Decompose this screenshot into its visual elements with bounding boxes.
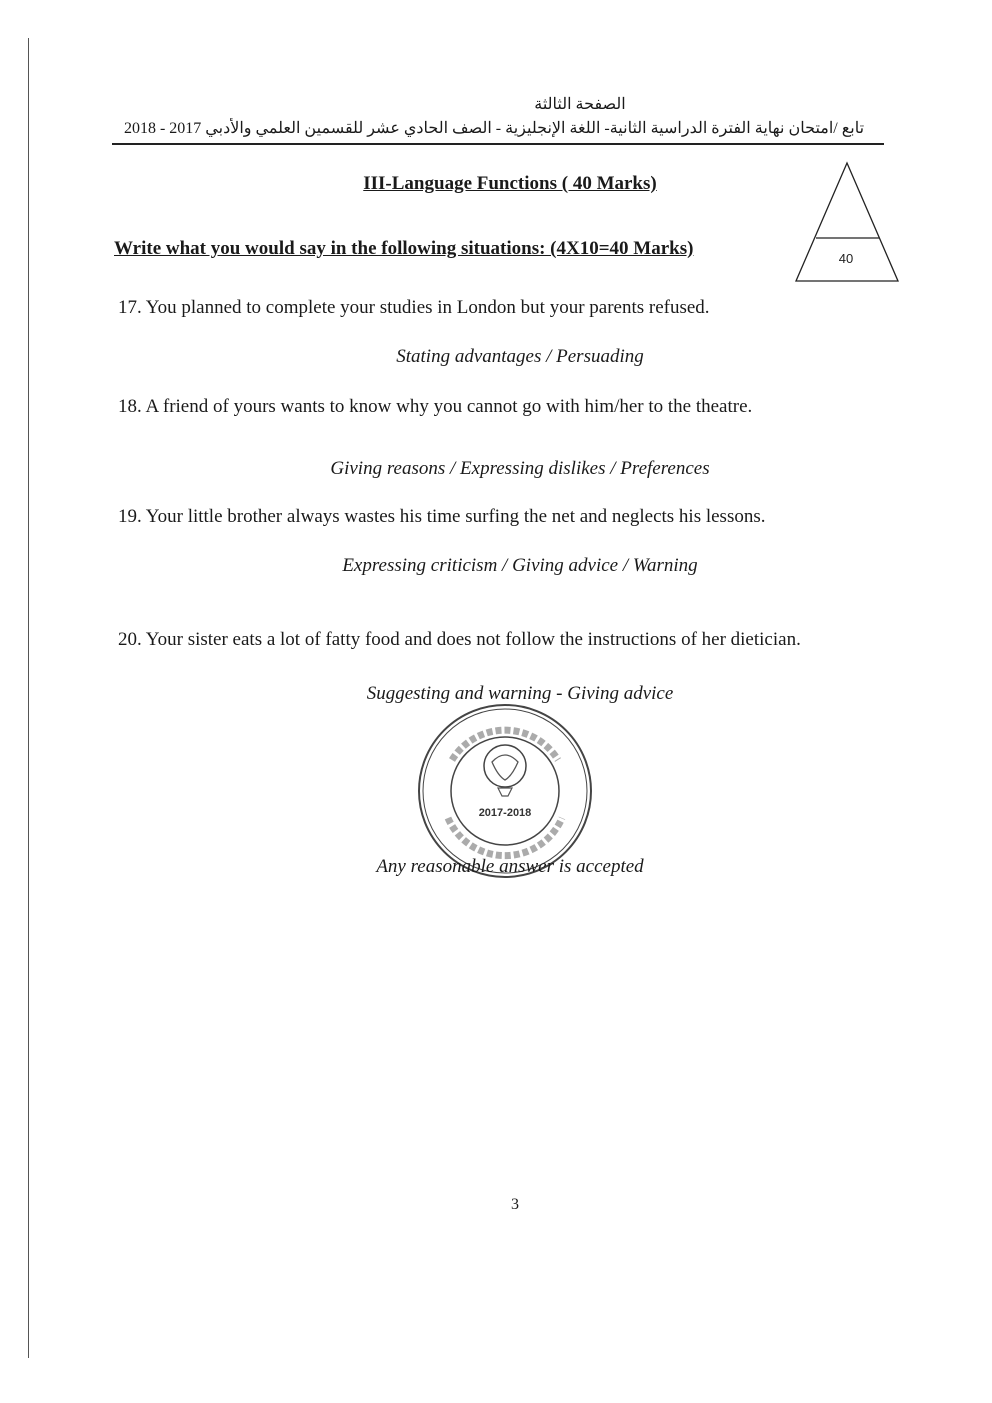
function-19: Expressing criticism / Giving advice / Warning <box>342 555 698 576</box>
question-19: 19. Your little brother always wastes his time surfing the net and neglects his lessons. <box>118 506 766 527</box>
instruction: Write what you would say in the following situations: (4X10=40 Marks) <box>114 238 694 259</box>
function-17: Stating advantages / Persuading <box>396 346 644 367</box>
function-20: Suggesting and warning - Giving advice <box>366 683 674 704</box>
question-20: 20. Your sister eats a lot of fatty food and does not follow the instructions of her dietician. <box>118 629 801 650</box>
seal-years: 2017-2018 <box>478 807 532 819</box>
question-17: 17. You planned to complete your studies in London but your parents refused. <box>118 297 710 318</box>
answer-note: Any reasonable answer is accepted <box>376 856 644 877</box>
page-number: 3 <box>511 1196 519 1213</box>
page-label: الصفحة الثالثة <box>534 96 626 113</box>
marks-triangle-icon <box>794 160 900 284</box>
question-18: 18. A friend of yours wants to know why you cannot go with him/her to the theatre. <box>118 396 753 417</box>
exam-header: تابع /امتحان نهاية الفترة الدراسية الثانية- اللغة الإنجليزية - الصف الحادي عشر للقسمين العلمي والأدبي 2017 - 2018 <box>123 120 865 137</box>
header-divider <box>112 143 884 145</box>
section-title: III-Language Functions ( 40 Marks) <box>363 173 657 194</box>
left-margin-rule <box>28 38 29 1358</box>
marks-value: 40 <box>838 251 854 266</box>
function-18: Giving reasons / Expressing dislikes / Preferences <box>330 458 710 479</box>
official-seal-icon <box>414 700 596 882</box>
